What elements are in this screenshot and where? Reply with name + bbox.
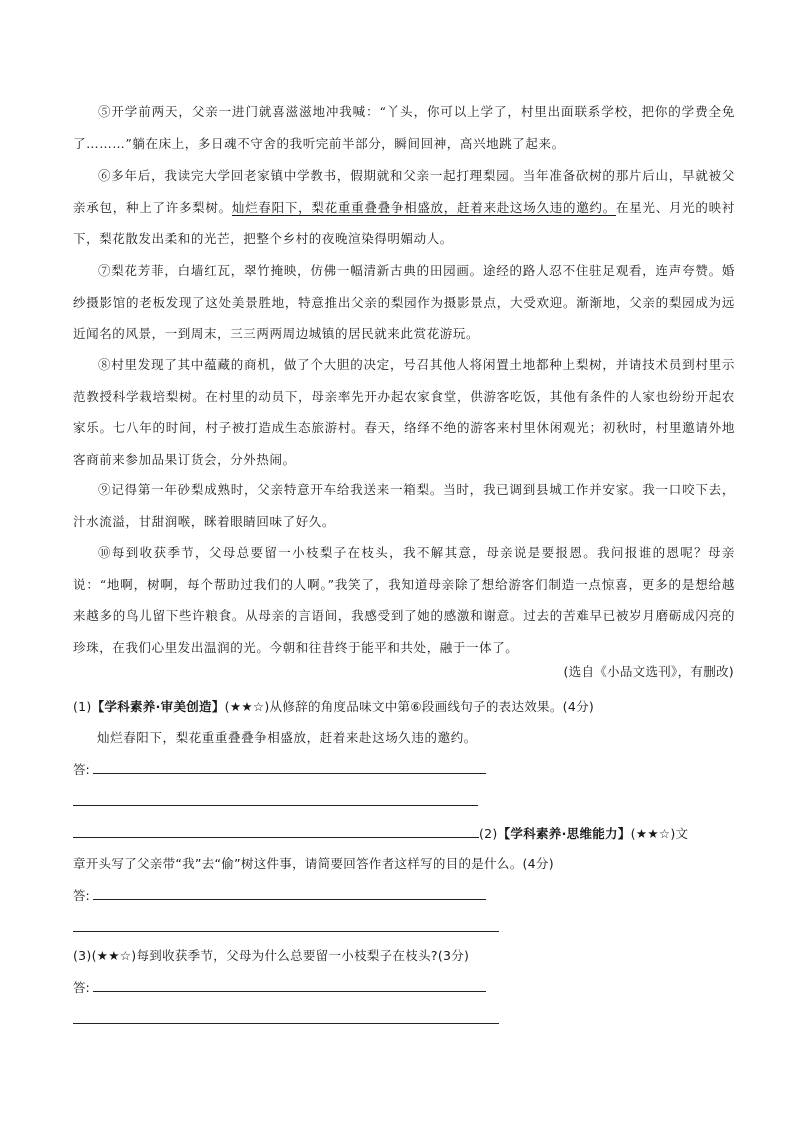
question-3-number: (3) (73, 948, 92, 963)
paragraph-10: ⑩每到收获季节，父母总要留一小枝梨子在枝头，我不解其意，母亲说是要报恩。我问报谁的恩呢？母亲说：“地啊，树啊，每个帮助过我们的人啊。”我笑了，我知道母亲除了想给游客们制造一点惊喜，更多的是想给越来越多的鸟儿留下些许粮食。从母亲的言语间，我感受到了她的感激和谢意。过去的苦难早已被岁月磨砺成闪亮的珍珠，在我们心里发出温润的光。今朝和往昔终于能平和共处，融于一体了。 (73, 545, 735, 655)
question-3-text: 每到收获季节，父母为什么总要留一小枝梨子在枝头?(3分) (136, 948, 470, 963)
question-2-tag: 【学科素养·思维能力】 (497, 826, 631, 841)
source-citation: (选自《小品文选刊》，有删改) (563, 664, 734, 679)
question-1-text: 从修辞的角度品味文中第⑥段画线句子的表达效果。(4分) (269, 699, 595, 714)
question-2-continued: 章开头写了父亲带“我”去“偷”树这件事，请简要回答作者这样写的目的是什么。(4分) (73, 856, 554, 871)
paragraph-6-text: ⑥多年后，我读完大学回老家镇中学教书，假期就和父亲一起打理梨园。当年准备砍树的那片后山，早就被父亲承包，种上了许多梨树。 (73, 168, 735, 215)
question-2-number: (2) (479, 826, 498, 841)
answer-line-1c[interactable] (73, 837, 479, 838)
paragraph-6 (73, 160, 735, 255)
paragraph-8: ⑧村里发现了其中蕴藏的商机，做了个大胆的决定，号召其他人将闲置土地都种上梨树，并请技术员到村里示范教授科学栽培梨树。在村里的动员下，母亲率先开办起农家食堂，供游客吃饭，其他有条件的人家也纷纷开起农家乐。七八年的时间，村子被打造成生态旅游村。春天，络绎不绝的游客来村里休闲观光；初秋时，村里邀请外地客商前来参加品果订货会，分外热闹。 (73, 357, 735, 467)
paragraph-9: ⑨记得第一年砂梨成熟时，父亲特意开车给我送来一箱梨。当时，我已调到县城工作并安家。我一口咬下去，汁水流溢，甘甜润喉，眯着眼睛回味了好久。 (73, 482, 735, 529)
paragraph-6-tail: 在星光、月光的映衬下，梨花散发出柔和的光芒，把整个乡村的夜晚渲染得明媚动人。 (73, 199, 736, 246)
answer-line-2a[interactable] (93, 899, 486, 900)
question-1-number: (1) (73, 699, 92, 714)
answer-line-1b[interactable] (73, 805, 478, 806)
answer-line-1a[interactable] (93, 773, 486, 774)
question-3-stars: (★★☆) (91, 948, 137, 963)
question-1 (73, 697, 594, 715)
question-1-tag: 【学科素养·审美创造】 (91, 699, 225, 714)
question-1-quote: 灿烂春阳下，梨花重重叠叠争相盛放，赶着来赴这场久违的邀约。 (97, 730, 477, 745)
question-1-stars: (★★☆) (224, 699, 270, 714)
answer-line-2b[interactable] (73, 931, 499, 932)
answer-label-2: 答: (73, 888, 90, 903)
question-2-text-a: 文 (675, 826, 689, 841)
paragraph-5: ⑤开学前两天，父亲一进门就喜滋滋地冲我喊：“丫头，你可以上学了，村里出面联系学校，把你的学费全免了………”躺在床上，多日魂不守舍的我听完前半部分，瞬间回神，高兴地跳了起来。 (73, 104, 735, 151)
answer-line-3a[interactable] (93, 991, 486, 992)
paragraph-7: ⑦梨花芳菲，白墙红瓦，翠竹掩映，仿佛一幅清新古典的田园画。途经的路人忍不住驻足观看，连声夸赞。婚纱摄影馆的老板发现了这处美景胜地，特意推出父亲的梨园作为摄影景点，大受欢迎。渐渐地，父亲的梨园成为远近闻名的风景，一到周末，三三两两周边城镇的居民就来此赏花游玩。 (73, 263, 735, 341)
underlined-sentence: 灿烂春阳下，梨花重重叠叠争相盛放，赶着来赴这场久违的邀约。 (231, 199, 616, 215)
answer-label-3: 答: (73, 980, 90, 995)
answer-line-3b[interactable] (73, 1023, 499, 1024)
question-2 (479, 824, 688, 842)
answer-label-1: 答: (73, 762, 90, 777)
question-3 (73, 946, 469, 964)
question-2-stars: (★★☆) (630, 826, 676, 841)
